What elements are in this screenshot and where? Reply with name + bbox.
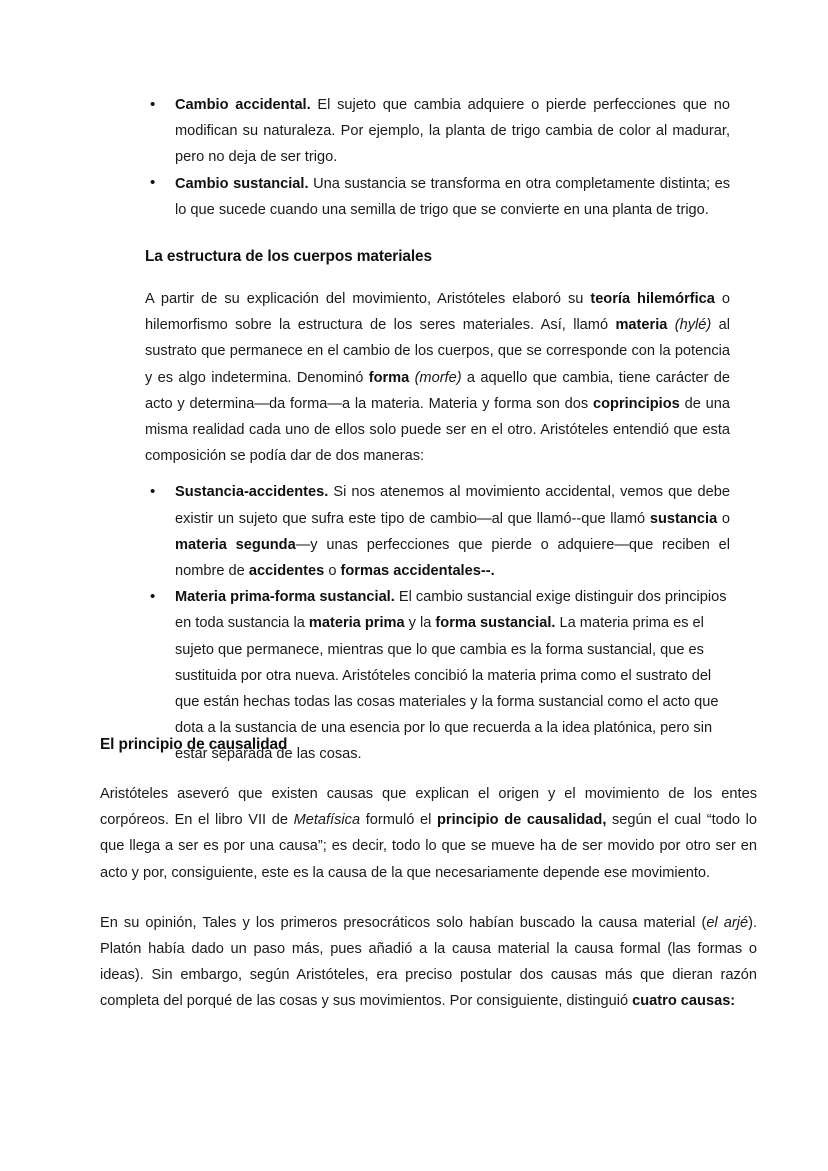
bold-run: coprincipios (593, 395, 680, 412)
spacer (145, 469, 730, 479)
bold-run: principio de causalidad, (436, 812, 607, 829)
bold-run: materia (615, 317, 668, 334)
paragraph-hilemorfismo (145, 286, 730, 469)
bold-run: formas accidentales--. (340, 563, 495, 580)
section-estructura-block (145, 92, 730, 768)
text-run: ). Platón había dado un paso más, pues añadió a la causa material la causa formal (las formas o ideas). Sin embargo, según Aristóteles, era preciso postular dos causas más que dieran razón completa del porqué de las cosas y sus movimientos. Por consiguiente, distinguió (100, 914, 757, 1010)
text-run: de una misma realidad cada uno de ellos solo puede ser en el otro. Aristóteles entendió que esta composición se podía dar de dos maneras: (145, 395, 730, 465)
text-run: Aristóteles aseveró que existen causas que explican el origen y el movimiento de los entes corpóreos. En el libro VII de (100, 786, 757, 829)
bold-run: accidentes (248, 563, 325, 580)
bullet-text: Una sustancia se transforma en otra completamente distinta; es lo que sucede cuando una semilla de trigo que se convierte en una planta de trigo. (175, 175, 730, 218)
text-run: o (324, 563, 341, 580)
italic-run: (hylé) (667, 317, 712, 334)
bullet-term: Sustancia-accidentes. (175, 484, 329, 501)
bullet-text: El sujeto que cambia adquiere o pierde perfecciones que no modifican su naturaleza. Por ejemplo, la planta de trigo cambia de color al madurar, pero no deja de ser trigo. (175, 97, 730, 166)
bold-run: cuatro causas: (632, 993, 736, 1010)
italic-run: (morfe) (409, 369, 462, 386)
text-run: o (717, 510, 730, 527)
bold-run: forma (368, 369, 410, 386)
text-run: Si nos atenemos al movimiento accidental, vemos que debe existir un sujeto que sufra este tipo de cambio—al que llamó--que llamó (175, 484, 730, 527)
section-heading-causalidad: El principio de causalidad (100, 736, 288, 753)
text-run: formuló el (360, 812, 437, 829)
text-run: En su opinión, Tales y los primeros presocráticos solo habían buscado la causa material ( (100, 914, 707, 931)
text-run: El cambio sustancial exige distinguir dos principios en toda sustancia la (175, 589, 727, 632)
paragraph-causalidad-2 (100, 910, 757, 1015)
text-run: y la (404, 615, 436, 632)
section-heading-estructura: La estructura de los cuerpos materiales (145, 248, 432, 266)
text-run: según el cual “todo lo que llega a ser es por una causa”; es decir, todo lo que se mueve ha de ser movido por otro ser en acto y por, consiguiente, este es la causa de la que necesariamente depende ese movimiento. (100, 812, 758, 881)
bullet-term: Cambio accidental. (175, 97, 311, 113)
bold-run: materia prima (308, 615, 405, 632)
text-run: o hilemorfismo sobre la estructura de los seres materiales. Así, llamó (145, 291, 730, 334)
paragraph-causalidad-1 (100, 781, 757, 886)
text-run: a aquello que cambia, tiene carácter de acto y determina—da forma—a la materia. Materia y forma son dos (145, 369, 731, 412)
bold-run: teoría hilemórfica (590, 291, 715, 308)
composicion-bullet-list (145, 479, 730, 767)
bold-run: sustancia (649, 510, 718, 527)
text-run: A partir de su explicación del movimiento, Aristóteles elaboró su (145, 291, 591, 308)
text-run: La materia prima es el sujeto que permanece, mientras que lo que cambia es la forma sustancial, que es sustituida por otra nueva. Aristóteles concibió la materia prima como el sustrato del que están hechas todas las cosas materiales y la forma sustancial como el acto que dota a la sustancia de una esencia por lo que recuerda a la idea platónica, pero sin estar separada de las cosas. (175, 615, 719, 763)
section-causalidad-block (100, 733, 757, 1015)
italic-run: Metafísica (293, 812, 361, 829)
text-run: al sustrato que permanece en el cambio de los cuerpos, que se corresponde con la potencia y es algo indetermina. Denominó (145, 317, 730, 386)
bullet-term: Cambio sustancial. (175, 175, 309, 192)
bold-run: forma sustancial. (435, 615, 556, 632)
italic-run: el arjé (706, 914, 749, 931)
bold-run: materia segunda (175, 536, 296, 553)
cambio-bullet-list (145, 92, 730, 223)
text-run: —y unas perfecciones que pierde o adquiere—que reciben el nombre de (175, 536, 731, 580)
list-item (145, 92, 730, 171)
list-item (145, 479, 730, 584)
list-item (145, 171, 730, 223)
bullet-term: Materia prima-forma sustancial. (175, 589, 395, 606)
